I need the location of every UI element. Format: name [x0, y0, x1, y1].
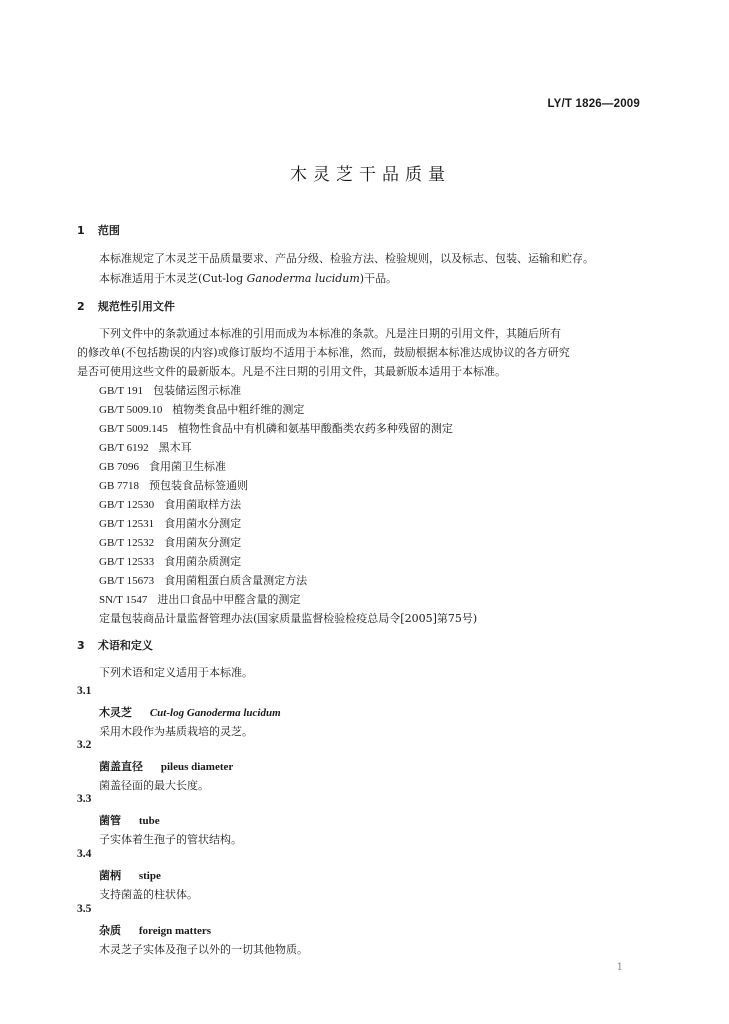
ref-title: 进出口食品中甲醛含量的测定	[157, 593, 301, 606]
ref-item	[99, 515, 241, 531]
term-zh: 菌管	[99, 814, 121, 827]
ref-code: GB/T 191	[99, 385, 144, 397]
term-en: foreign matters	[138, 925, 212, 937]
term-zh: 菌盖直径	[99, 760, 143, 773]
ref-code: GB/T 12531	[99, 518, 155, 530]
ref-item	[99, 572, 307, 588]
ref-code: GB/T 12532	[99, 537, 155, 549]
term-definition: 木灵芝子实体及孢子以外的一切其他物质。	[99, 943, 308, 956]
section-number: 3	[77, 639, 85, 652]
ref-code: GB/T 12530	[99, 499, 155, 511]
term-number: 3.1	[77, 685, 92, 697]
ref-item	[99, 439, 192, 455]
ref-code: GB/T 15673	[99, 575, 155, 587]
ref-title: 食用菌取样方法	[164, 498, 242, 511]
section-title: 范围	[97, 224, 120, 237]
term-number: 3.3	[77, 793, 92, 805]
ref-title: 食用菌水分测定	[164, 517, 242, 530]
ref-item	[99, 534, 241, 550]
ref-title: 植物类食品中粗纤维的测定	[172, 403, 305, 416]
section-title: 术语和定义	[97, 639, 153, 652]
refs-intro-line-3: 是否可使用这些文件的最新版本。凡是不注日期的引用文件，其最新版本适用于本标准。	[77, 365, 506, 378]
ref-title: 食用菌杂质测定	[164, 555, 242, 568]
ref-code: GB/T 12533	[99, 556, 155, 568]
scope-paragraph-1: 本标准规定了木灵芝干品质量要求、产品分级、检验方法、检验规则，以及标志、包装、运输和贮存。	[99, 252, 594, 265]
ref-item	[99, 553, 241, 569]
term-number: 3.2	[77, 739, 92, 751]
ref-final-item: 定量包装商品计量监督管理办法(国家质量监督检验检疫总局令[2005]第75号)	[99, 612, 478, 625]
term-number: 3.4	[77, 848, 92, 860]
scope-text-suffix: )干品。	[359, 272, 398, 285]
ref-title: 食用菌卫生标准	[149, 460, 227, 473]
ref-code: GB 7718	[99, 480, 140, 492]
ref-item	[99, 458, 226, 474]
ref-title: 植物性食品中有机磷和氨基甲酸酯类农药多种残留的测定	[177, 422, 453, 435]
ref-item	[99, 420, 453, 436]
term-heading	[99, 812, 160, 828]
term-zh: 菌柄	[99, 869, 121, 882]
ref-code: SN/T 1547	[99, 594, 148, 606]
term-en: Cut-log Ganoderma lucidum	[149, 707, 281, 719]
section-number: 1	[77, 224, 85, 237]
term-en: stipe	[138, 870, 161, 882]
ref-title: 食用菌灰分测定	[164, 536, 242, 549]
term-number: 3.5	[77, 903, 92, 915]
ref-item	[99, 496, 241, 512]
latin-name: Ganoderma lucidum	[246, 272, 360, 285]
term-en: pileus diameter	[160, 761, 234, 773]
term-heading	[99, 922, 211, 938]
ref-item	[99, 477, 248, 493]
term-definition: 菌盖径面的最大长度。	[99, 779, 209, 792]
term-definition: 采用木段作为基质栽培的灵芝。	[99, 725, 253, 738]
term-zh: 木灵芝	[99, 706, 132, 719]
terms-intro: 下列术语和定义适用于本标准。	[99, 666, 253, 679]
term-heading	[99, 704, 281, 720]
scope-text-prefix: 本标准适用于木灵芝(Cut-log	[99, 272, 247, 285]
ref-title: 黑木耳	[158, 441, 192, 454]
section-heading-normative-refs	[77, 298, 175, 314]
ref-code: GB/T 6192	[99, 442, 149, 454]
refs-intro-line-2: 的修改单(不包括勘误的内容)或修订版均不适用于本标准，然而，鼓励根据本标准达成协议的各方研究	[77, 346, 570, 359]
ref-title: 食用菌粗蛋白质含量测定方法	[164, 574, 308, 587]
section-heading-scope	[77, 222, 120, 238]
ref-code: GB 7096	[99, 461, 140, 473]
section-title: 规范性引用文件	[97, 300, 175, 313]
page-number: 1	[616, 962, 623, 973]
refs-intro-line-1: 下列文件中的条款通过本标准的引用而成为本标准的条款。凡是注日期的引用文件，其随后所有	[99, 327, 561, 340]
ref-item	[99, 591, 300, 607]
ref-code: GB/T 5009.145	[99, 423, 168, 435]
section-number: 2	[77, 300, 85, 313]
term-heading	[99, 867, 161, 883]
document-title: 木灵芝干品质量	[290, 165, 451, 185]
standard-code: LY/T 1826—2009	[547, 98, 640, 110]
ref-item	[99, 382, 241, 398]
section-heading-terms	[77, 637, 153, 653]
term-definition: 子实体着生孢子的管状结构。	[99, 833, 242, 846]
term-definition: 支持菌盖的柱状体。	[99, 888, 198, 901]
term-zh: 杂质	[99, 924, 121, 937]
scope-paragraph-2	[99, 270, 397, 288]
ref-title: 包装储运图示标准	[153, 384, 242, 397]
ref-item	[99, 401, 304, 417]
term-en: tube	[138, 815, 160, 827]
ref-title: 预包装食品标签通则	[149, 479, 249, 492]
ref-code: GB/T 5009.10	[99, 404, 163, 416]
term-heading	[99, 758, 233, 774]
